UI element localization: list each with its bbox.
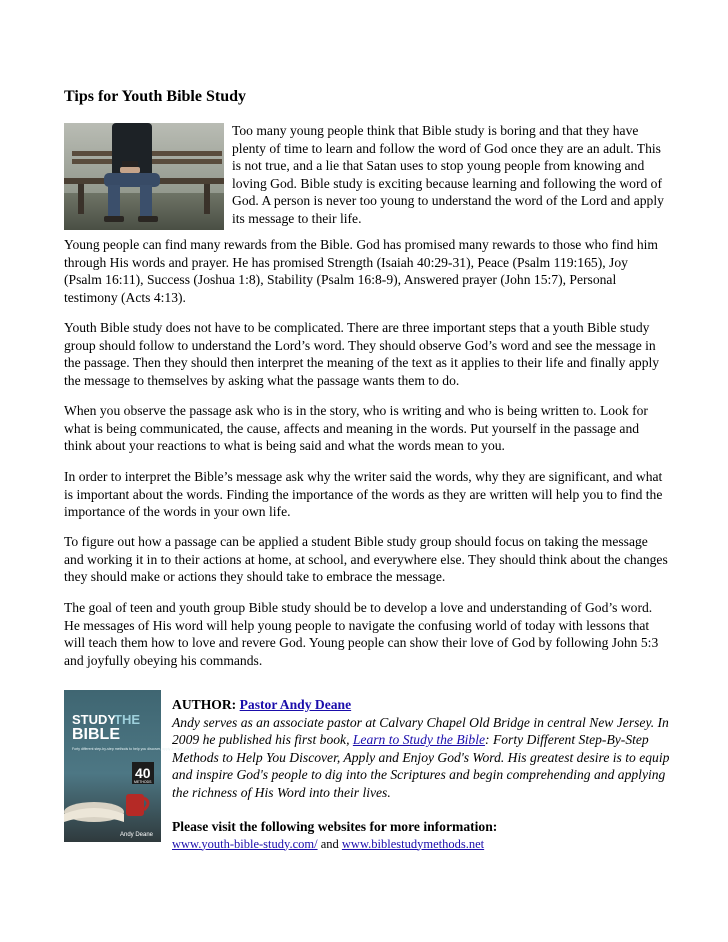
body-paragraph: Young people can find many rewards from the Bible. God has promised many rewards to those who find him through His words and prayer. He has promised Strength (Isaiah 40:29-31), Peace (Psalm 119:165), Joy (Psalm 16:11), Success (Joshua 1:8), Stability (Psalm 16:8-9), Answered prayer (John 15:7), Personal testimony (Acts 4:13). (64, 237, 658, 305)
book-number-sub: METHODS (134, 780, 152, 784)
body-paragraph: The goal of teen and youth group Bible study should be to develop a love and understanding of God’s word. He messages of His word will help young people to navigate the confusing world of today with lessons that will teach them how to love and revere God. Young people can show their love of God by following John 5:3 and joyfully obeying his commands. (64, 600, 659, 668)
book-title-text: BIBLE (72, 726, 120, 743)
book-title-link[interactable]: Learn to Study the Bible (352, 732, 486, 747)
website-links (172, 836, 672, 854)
links-conjunction: and (320, 836, 339, 851)
book-tagline: Forty different step-by-step methods to help you discover, apply & enjoy God's word (72, 747, 202, 751)
author-label: AUTHOR: (172, 697, 237, 712)
author-heading (172, 696, 672, 714)
youth-bible-study-link[interactable]: www.youth-bible-study.com/ (172, 836, 318, 851)
bench-photo-illustration (64, 123, 224, 230)
body-paragraph: To figure out how a passage can be applied a student Bible study group should focus on taking the message and working it in to their actions at home, at school, and everywhere else. They should think about the changes they should make or actions they should take to embrace the message. (64, 534, 668, 584)
author-bio-text: : Forty Different Step-By-Step Methods to Help You Discover, Apply and Enjoy God's Word. His greatest desire is to equip and inspire God's people to dig into the Scriptures and begin comprehending and applying the richness of His Word into their lives. (172, 732, 670, 800)
page-title: Tips for Youth Bible Study (64, 88, 246, 105)
author-bio-text: Andy serves as an associate pastor at Calvary Chapel Old Bridge in central New Jersey. In 2009 he published his first book, (172, 714, 669, 747)
book-cover-image (64, 690, 202, 842)
visit-heading: Please visit the following websites for more information: (172, 819, 498, 834)
book-title-text: STUDY (72, 712, 117, 727)
intro-paragraph: Too many young people think that Bible study is boring and that they have plenty of time to learn and follow the word of God once they are an adult. This is not true, and a lie that Satan uses to stop young people from knowing and loving God. Bible study is exciting because learning and following the word of God. A person is never too young to understand the word of the Lord and apply its message to their life. (232, 123, 664, 226)
book-title-text: THE (114, 712, 140, 727)
biblestudymethods-link[interactable]: www.biblestudymethods.net (341, 836, 485, 851)
bench-reader-photo (64, 123, 224, 230)
book-cover-illustration (64, 690, 202, 842)
body-paragraph: When you observe the passage ask who is in the story, who is writing and who is being written to. Look for what is being communicated, the cause, affects and meaning in the words. Put yourself in the passage and think about your reactions to what is being said and what the words mean to you. (64, 403, 648, 453)
book-number: 40 (135, 765, 151, 781)
author-box (172, 696, 672, 853)
author-name-link[interactable]: Pastor Andy Deane (239, 697, 352, 712)
body-paragraph: In order to interpret the Bible’s message ask why the writer said the words, why they are significant, and what is important about the words. Finding the importance of the words as they are written will help you to find the importance of the words in your own life. (64, 469, 663, 519)
author-bio (172, 714, 672, 802)
body-paragraph: Youth Bible study does not have to be complicated. There are three important steps that a youth Bible study group should follow to understand the Lord’s word. They should observe God’s word and see the message in the passage. Then they should then interpret the meaning of the text as it applies to their life and finally apply the message to themselves by asking what the passage wants them to do. (64, 320, 660, 388)
book-author: Andy Deane (120, 832, 154, 838)
